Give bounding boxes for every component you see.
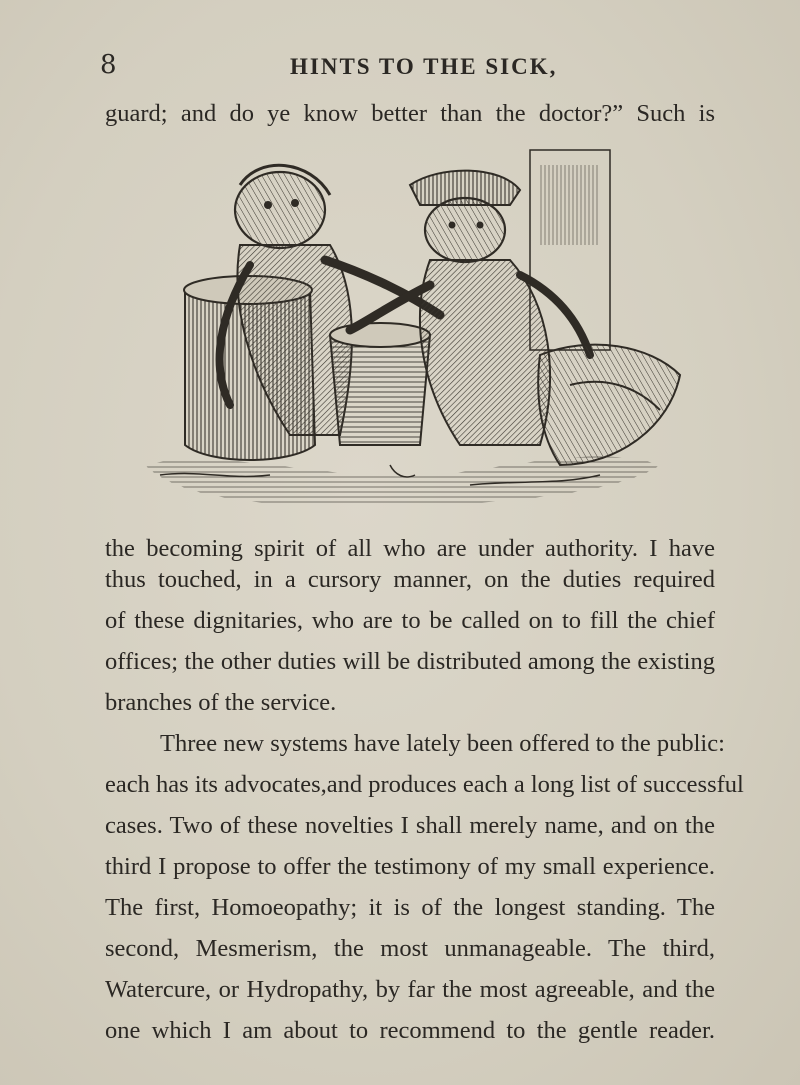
running-head: HINTS TO THE SICK, — [290, 54, 558, 79]
text-line-12: Watercure, or Hydropathy, by far the most agreeable, and the — [105, 976, 715, 1003]
text-line-5: branches of the service. — [105, 689, 337, 716]
text-line-7: each has its advocates,and produces each a long list of successful — [105, 771, 744, 798]
text-line-9: third I propose to offer the testimony of my small experience. — [105, 853, 715, 880]
text-line-13: one which I am about to recommend to the gentle reader. — [105, 1017, 715, 1044]
page-number: 8 — [100, 50, 118, 80]
text-line-4: offices; the other duties will be distributed among the existing — [105, 648, 715, 675]
text-line-before-illustration: guard; and do ye know better than the doctor?” Such is — [105, 100, 715, 127]
text-line-10: The first, Homoeopathy; it is of the longest standing. The — [105, 894, 715, 921]
text-line-3: of these dignitaries, who are to be called on to fill the chief — [105, 607, 715, 634]
engraving-illustration — [140, 145, 700, 515]
text-line-2: thus touched, in a cursory manner, on the duties required — [105, 566, 715, 593]
text-line-8: cases. Two of these novelties I shall merely name, and on the — [105, 812, 715, 839]
text-line-11: second, Mesmerism, the most unmanageable. The third, — [105, 935, 715, 962]
text-line-1: the becoming spirit of all who are under authority. I have — [105, 535, 715, 562]
text-line-6: Three new systems have lately been offered to the public: — [160, 730, 725, 757]
